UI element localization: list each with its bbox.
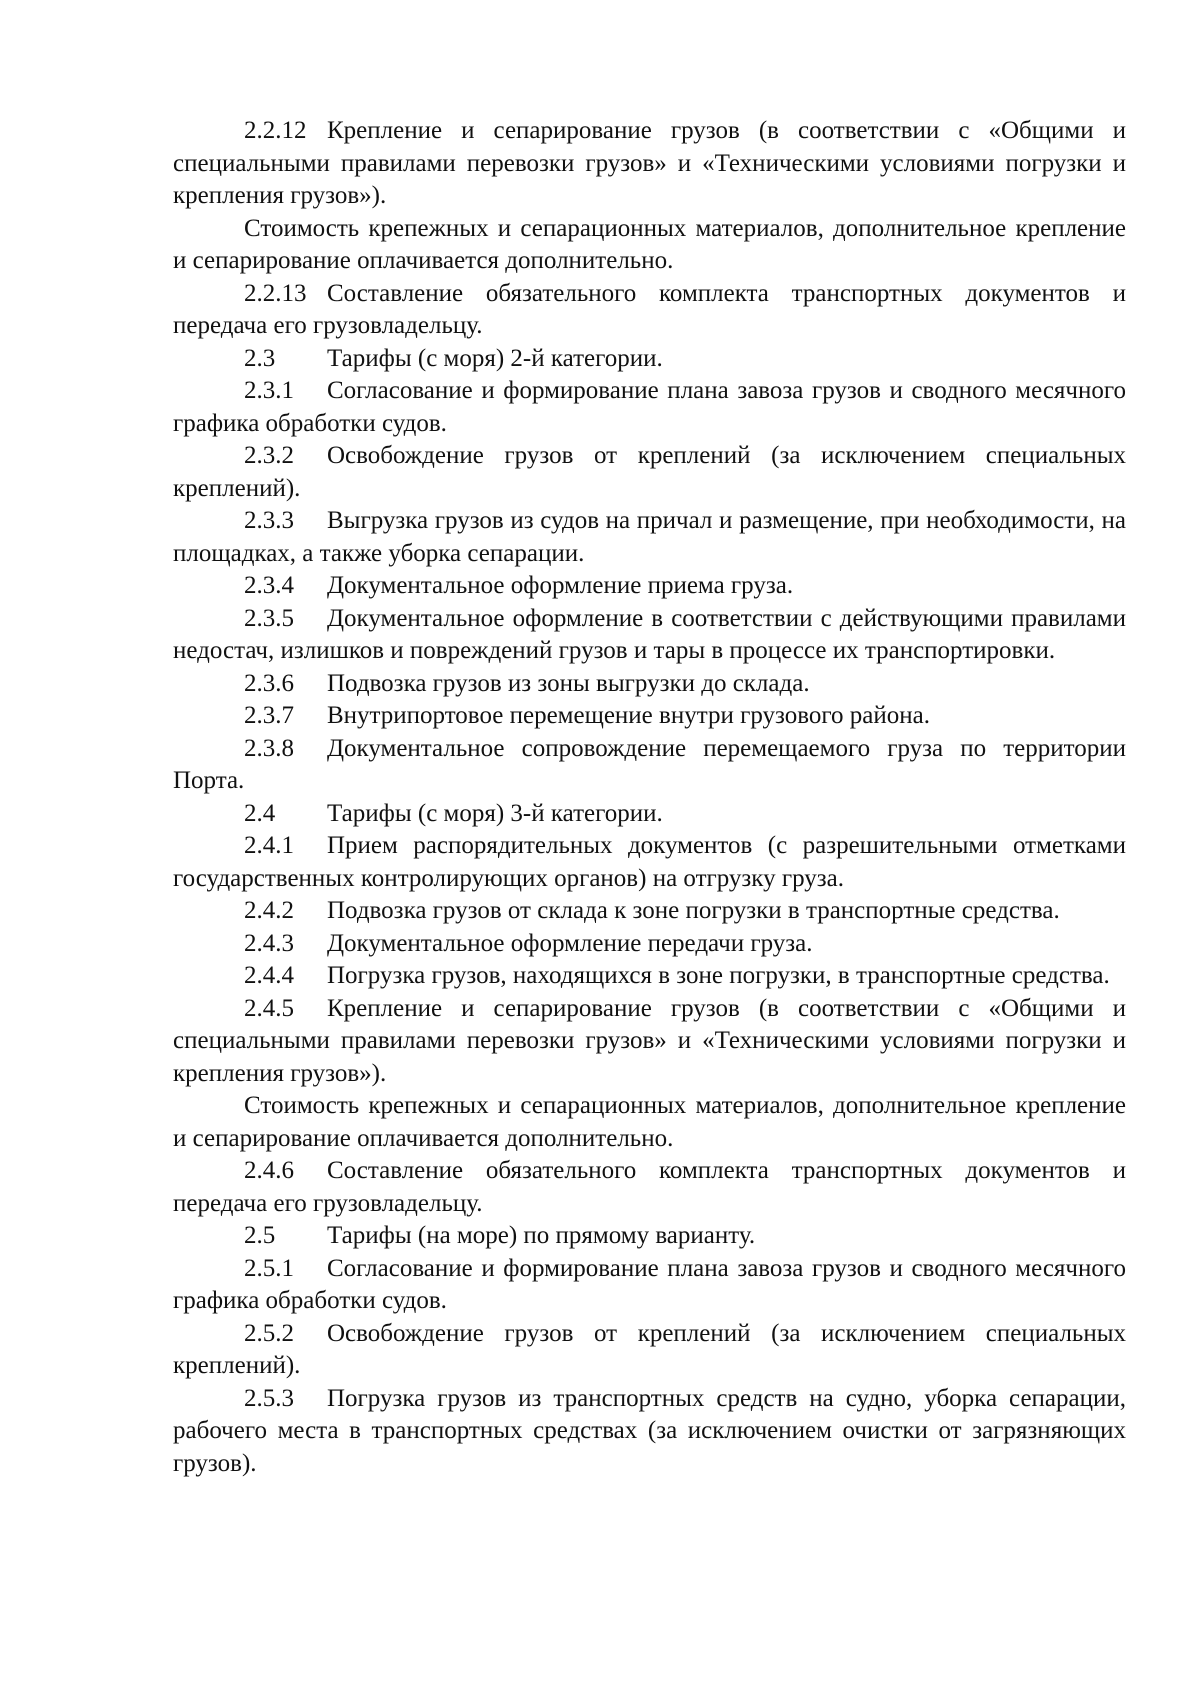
paragraph-2-3-1 xyxy=(173,375,1126,440)
clause-text: Подвозка грузов из зоны выгрузки до склада. xyxy=(327,669,810,697)
paragraph-2-4-5 xyxy=(173,993,1126,1091)
clause-text: Согласование и формирование плана завоза грузов и сводного месячного графика обработки судов. xyxy=(173,1254,1126,1314)
clause-number: 2.5.2 xyxy=(244,1319,294,1347)
clause-number: 2.3.2 xyxy=(244,442,294,469)
clause-number: 2.5 xyxy=(244,1222,276,1249)
paragraph-2-3-7 xyxy=(173,700,1126,733)
clause-text: Погрузка грузов из транспортных средств на судно, уборка сепарации, рабочего места в транспортных средствах (за исключением очистки от загрязняющих грузов). xyxy=(173,1384,1126,1477)
clause-number: 2.3.3 xyxy=(244,507,294,534)
paragraph-2-5-2 xyxy=(173,1318,1126,1383)
note-text: Стоимость крепежных и сепарационных материалов, дополнительное крепление и сепарирование оплачивается дополнительно. xyxy=(173,1092,1126,1152)
paragraph-2-4-3 xyxy=(173,928,1126,961)
clause-number: 2.2.12 xyxy=(244,117,307,144)
paragraph-2-3-3 xyxy=(173,505,1126,570)
paragraph-2-3-4 xyxy=(173,570,1126,603)
clause-text: Документальное сопровождение перемещаемого груза по территории Порта. xyxy=(173,734,1126,794)
paragraph-2-2-12 xyxy=(173,115,1126,213)
clause-text: Освобождение грузов от креплений (за исключением специальных креплений). xyxy=(173,1319,1126,1379)
paragraph-2-5-1 xyxy=(173,1253,1126,1318)
clause-number: 2.4.4 xyxy=(244,962,294,989)
clause-text: Прием распорядительных документов (с разрешительными отметками государственных контролирующих органов) на отгрузку груза. xyxy=(173,832,1126,892)
clause-number: 2.4.5 xyxy=(244,994,294,1022)
paragraph-2-5 xyxy=(173,1220,1126,1253)
clause-number: 2.4.3 xyxy=(244,929,294,957)
clause-text: Освобождение грузов от креплений (за исключением специальных креплений). xyxy=(173,442,1126,502)
paragraph-note-1 xyxy=(173,213,1126,278)
clause-text: Составление обязательного комплекта транспортных документов и передача его грузовладельцу. xyxy=(173,279,1126,339)
clause-number: 2.4.1 xyxy=(244,832,294,859)
paragraph-2-4-6 xyxy=(173,1155,1126,1220)
clause-number: 2.4 xyxy=(244,799,276,827)
paragraph-2-4-4 xyxy=(173,960,1126,993)
clause-text: Согласование и формирование плана завоза грузов и сводного месячного графика обработки судов. xyxy=(173,377,1126,437)
paragraph-2-3-6 xyxy=(173,668,1126,701)
clause-number: 2.4.2 xyxy=(244,897,294,924)
clause-number: 2.5.3 xyxy=(244,1384,294,1412)
paragraph-2-4-1 xyxy=(173,830,1126,895)
paragraph-2-2-13 xyxy=(173,278,1126,343)
clause-text: Документальное оформление передачи груза. xyxy=(327,929,813,957)
clause-number: 2.3.8 xyxy=(244,734,294,762)
paragraph-2-5-3 xyxy=(173,1383,1126,1481)
clause-text: Выгрузка грузов из судов на причал и размещение, при необходимости, на площадках, а также уборка сепарации. xyxy=(173,507,1126,567)
clause-number: 2.2.13 xyxy=(244,279,307,307)
paragraph-note-2 xyxy=(173,1090,1126,1155)
clause-text: Документальное оформление приема груза. xyxy=(327,572,794,599)
clause-text: Подвозка грузов от склада к зоне погрузки в транспортные средства. xyxy=(327,897,1060,924)
paragraph-2-3-2 xyxy=(173,440,1126,505)
clause-number: 2.3.1 xyxy=(244,377,294,404)
clause-text: Составление обязательного комплекта транспортных документов и передача его грузовладельцу. xyxy=(173,1157,1126,1217)
clause-number: 2.3.5 xyxy=(244,604,294,632)
clause-text: Крепление и сепарирование грузов (в соответствии с «Общими и специальными правилами перевозки грузов» и «Техническими условиями погрузки и крепления грузов»). xyxy=(173,117,1126,209)
clause-number: 2.3.7 xyxy=(244,702,294,729)
clause-text: Внутрипортовое перемещение внутри грузового района. xyxy=(327,702,930,729)
clause-number: 2.3.6 xyxy=(244,669,294,697)
paragraph-2-3-8 xyxy=(173,733,1126,798)
clause-number: 2.5.1 xyxy=(244,1254,294,1282)
paragraph-2-4 xyxy=(173,798,1126,831)
clause-text: Документальное оформление в соответствии с действующими правилами недостач, излишков и повреждений грузов и тары в процессе их транспортировки. xyxy=(173,604,1126,664)
clause-text: Тарифы (с моря) 3-й категории. xyxy=(327,799,663,827)
clause-text: Тарифы (на море) по прямому варианту. xyxy=(327,1222,756,1249)
clause-number: 2.4.6 xyxy=(244,1157,294,1184)
clause-number: 2.3.4 xyxy=(244,572,294,599)
clause-number: 2.3 xyxy=(244,344,276,372)
paragraph-2-4-2 xyxy=(173,895,1126,928)
paragraph-2-3-5 xyxy=(173,603,1126,668)
paragraph-2-3 xyxy=(173,343,1126,376)
clause-text: Крепление и сепарирование грузов (в соответствии с «Общими и специальными правилами перевозки грузов» и «Техническими условиями погрузки и крепления грузов»). xyxy=(173,994,1126,1087)
clause-text: Погрузка грузов, находящихся в зоне погрузки, в транспортные средства. xyxy=(327,962,1110,989)
note-text: Стоимость крепежных и сепарационных материалов, дополнительное крепление и сепарирование оплачивается дополнительно. xyxy=(173,214,1126,274)
clause-text: Тарифы (с моря) 2-й категории. xyxy=(327,344,663,372)
